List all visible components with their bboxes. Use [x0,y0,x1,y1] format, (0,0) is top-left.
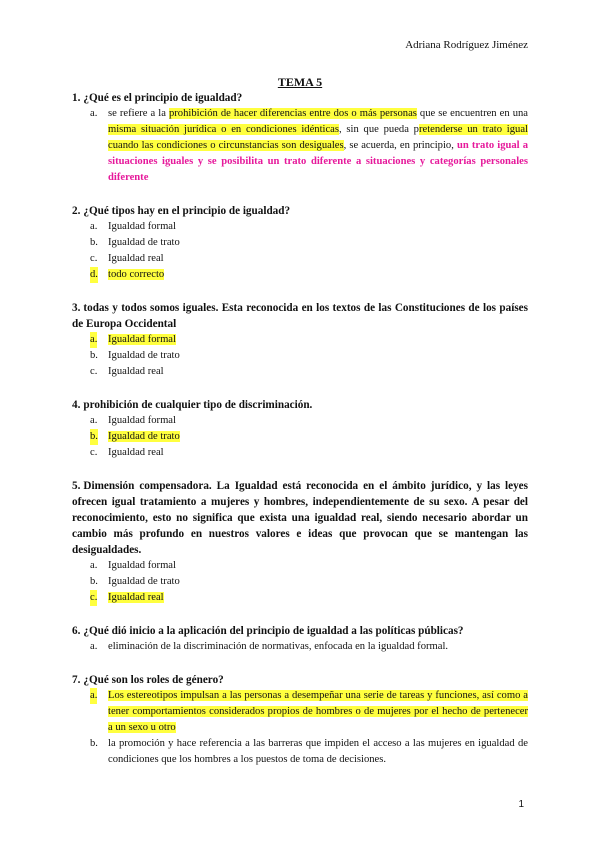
question-list [72,90,528,768]
option-text: Igualdad formal [108,334,176,345]
option-text: Los estereotipos impulsan a las personas a desempeñar una serie de tareas y funciones, así como a tener comportamientos considerados propios de hombres o de mujeres por el hecho de pertenecer a un sexo u otro [108,690,528,733]
option-marker: c. [90,253,98,264]
option-text: la promoción y hace referencia a las barreras que impiden el acceso a las mujeres en igualdad de condiciones que los hombres a los puestos de toma de decisiones. [108,738,528,765]
option-text: Igualdad de trato [108,350,180,361]
option-marker: a. [90,221,98,232]
option-text: Igualdad real [108,447,164,458]
question-7 [72,672,528,688]
highlighted-text: misma situación jurídica o en condiciones idénticas [108,124,339,135]
option-text: Igualdad real [108,253,164,264]
option-marker: d. [90,267,98,283]
option-text: Igualdad formal [108,221,176,232]
answer-option [72,106,528,186]
answer-list [72,558,528,606]
question-number: 7. [72,674,81,686]
answer-option [72,413,528,429]
option-marker: a. [90,641,98,652]
option-marker: b. [90,576,98,587]
question-text: ¿Qué son los roles de género? [83,674,224,686]
emphasized-text: un trato igual a situaciones iguales y se posibilita un trato diferente a situaciones y categorías personales diferente [108,140,528,183]
option-text: Igualdad real [108,592,164,603]
option-marker: a. [90,415,98,426]
question-6 [72,623,528,639]
answer-option [72,348,528,364]
option-text: Igualdad de trato [108,576,180,587]
question-5 [72,478,528,558]
answer-option-correct [72,688,528,736]
option-text: Igualdad de trato [108,431,180,442]
answer-text-part: se refiere a la [108,108,169,119]
page-title: TEMA 5 [277,75,323,89]
answer-list [72,332,528,380]
option-text: Igualdad formal [108,415,176,426]
option-marker: b. [90,429,98,445]
question-text: Dimensión compensadora. La Igualdad está reconocida en el ámbito jurídico, y las leyes ofrecen igual tratamiento a mujeres y hombres, independientemente de su sexo. A pesar del reconocimiento, esto no significa que exista una igualdad real, siendo necesario abordar un cambio más profundo en nuestros valores e ideas que provocan que se mantengan las desigualdades. [72,480,528,556]
answer-list [72,639,528,655]
question-text: ¿Qué es el principio de igualdad? [83,92,243,104]
option-marker: a. [90,108,98,119]
option-marker: c. [90,590,97,606]
answer-text-part: , sin que pueda p [339,124,419,135]
option-text: Igualdad formal [108,560,176,571]
answer-list [72,219,528,283]
answer-option-correct [72,590,528,606]
option-marker: c. [90,366,98,377]
page-number: 1 [518,799,524,810]
answer-option-correct [72,267,528,283]
answer-list [72,106,528,186]
answer-option [72,736,528,768]
answer-list [72,413,528,461]
question-number: 4. [72,399,81,411]
option-text: Igualdad real [108,366,164,377]
answer-option [72,251,528,267]
option-marker: a. [90,688,97,704]
question-2 [72,203,528,219]
option-marker: c. [90,447,98,458]
answer-option [72,639,528,655]
option-marker: b. [90,350,98,361]
question-number: 1. [72,92,81,104]
answer-option [72,235,528,251]
answer-text-part: que se encuentren en una [416,108,528,119]
question-text: prohibición de cualquier tipo de discriminación. [83,399,313,411]
highlighted-text: retenderse un trato igual cuando las condiciones o circunstancias son desiguales [108,124,528,151]
answer-text-part: , se acuerda, en principio, [343,140,457,151]
question-number: 3. [72,302,81,314]
question-text: ¿Qué tipos hay en el principio de igualdad? [83,205,291,217]
question-3 [72,300,528,332]
answer-option [72,558,528,574]
question-4 [72,397,528,413]
author-header: Adriana Rodríguez Jiménez [405,39,528,51]
answer-option-correct [72,332,528,348]
question-number: 6. [72,625,81,637]
option-marker: b. [90,738,98,749]
question-text: ¿Qué dió inicio a la aplicación del principio de igualdad a las políticas públicas? [83,625,464,637]
highlighted-text: prohibición de hacer diferencias entre dos o más personas [168,108,417,119]
answer-option [72,219,528,235]
answer-option [72,445,528,461]
option-marker: b. [90,237,98,248]
question-number: 2. [72,205,81,217]
option-text: eliminación de la discriminación de normativas, enfocada en la igualdad formal. [108,641,449,652]
option-marker: a. [90,560,98,571]
answer-option [72,574,528,590]
answer-option [72,364,528,380]
answer-list [72,688,528,768]
question-text: todas y todos somos iguales. Esta reconocida en los textos de las Constituciones de los países de Europa Occidental [72,302,528,330]
question-number: 5. [72,480,81,492]
question-1 [72,90,528,106]
option-text: Igualdad de trato [108,237,180,248]
option-marker: a. [90,332,97,348]
answer-option-correct [72,429,528,445]
option-text: todo correcto [108,269,165,280]
